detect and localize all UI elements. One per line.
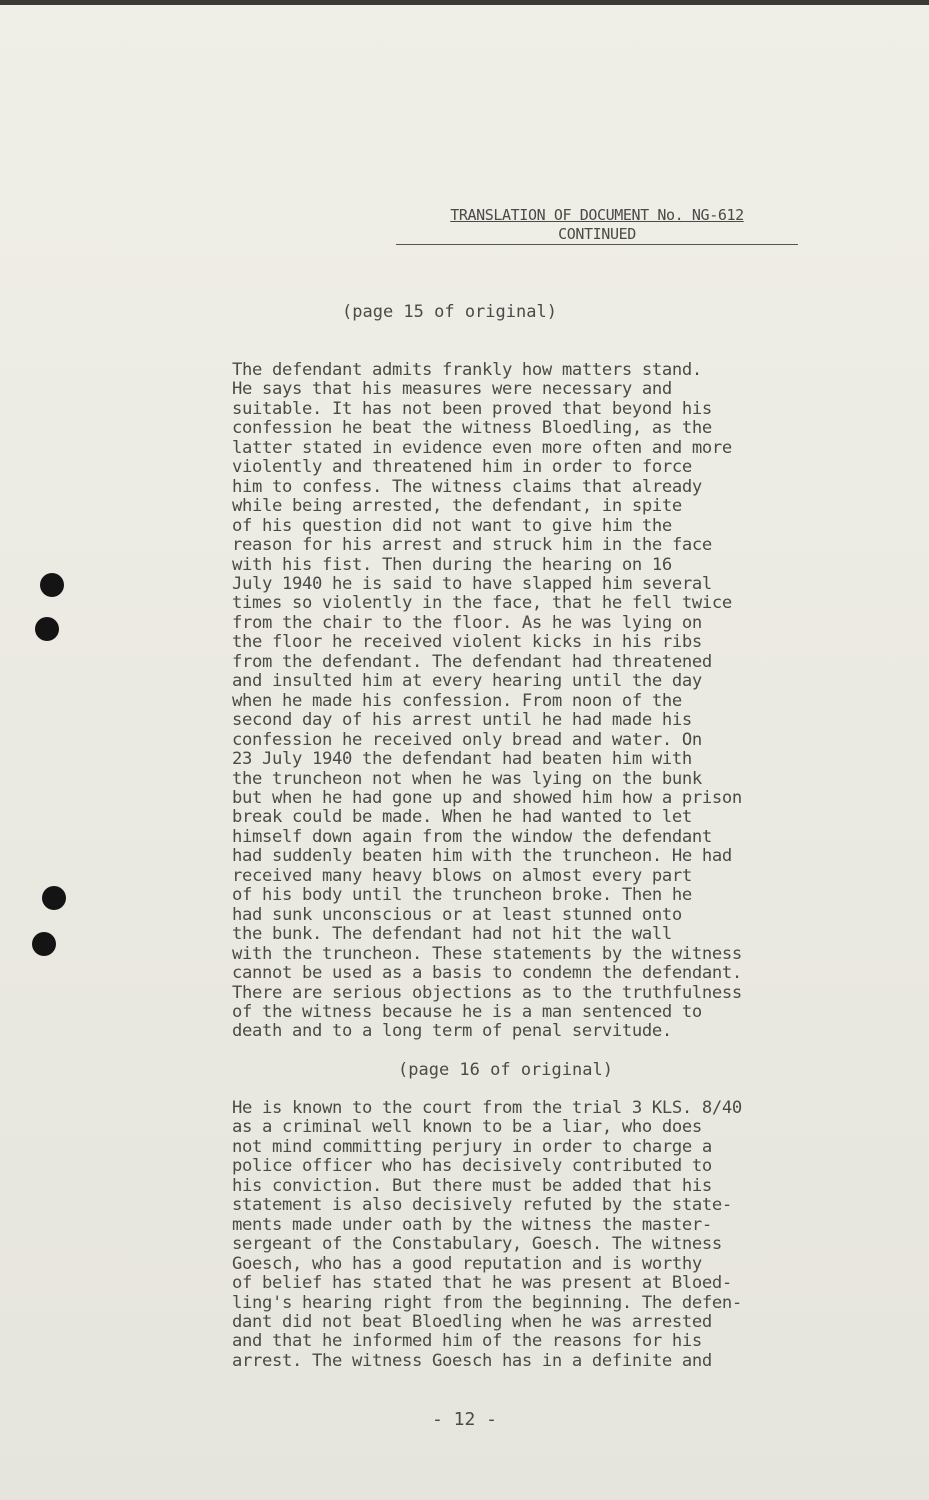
text-line: his conviction. But there must be added that his (232, 1175, 712, 1196)
text-line: and insulted him at every hearing until the day (232, 671, 702, 692)
text-line: ling's hearing right from the beginning. The defen- (232, 1292, 742, 1313)
original-page-marker-16: (page 16 of original) (398, 1060, 613, 1080)
text-line: times so violently in the face, that he fell twice (232, 593, 732, 614)
text-line: of his question did not want to give him the (232, 515, 672, 536)
punch-hole-3 (42, 886, 66, 910)
text-line: the truncheon not when he was lying on the bunk (232, 768, 702, 789)
text-line: police officer who has decisively contributed to (232, 1156, 712, 1177)
punch-hole-4 (32, 932, 56, 956)
text-line: received many heavy blows on almost every part (232, 865, 692, 886)
text-line: had suddenly beaten him with the truncheon. He had (232, 846, 732, 867)
text-line: while being arrested, the defendant, in spite (232, 496, 682, 517)
text-line: dant did not beat Bloedling when he was arrested (232, 1311, 712, 1332)
punch-hole-2 (35, 617, 59, 641)
header-continued: CONTINUED (558, 225, 636, 243)
text-line: confession he received only bread and water. On (232, 729, 702, 750)
text-line: him to confess. The witness claims that already (232, 476, 702, 497)
text-line: from the chair to the floor. As he was lying on (232, 612, 702, 633)
header-underline (396, 244, 798, 245)
body-paragraph-1 (232, 361, 742, 1042)
text-line: arrest. The witness Goesch has in a definite and (232, 1350, 712, 1371)
text-line: statement is also decisively refuted by the state- (232, 1195, 732, 1216)
text-line: of belief has stated that he was present at Bloed- (232, 1273, 732, 1294)
text-line: when he made his confession. From noon of the (232, 690, 682, 711)
text-line: with the truncheon. These statements by the witness (232, 943, 742, 964)
text-line: as a criminal well known to be a liar, who does (232, 1117, 702, 1138)
text-line: and that he informed him of the reasons for his (232, 1331, 702, 1352)
text-line: but when he had gone up and showed him how a prison (232, 787, 742, 808)
body-paragraph-2 (232, 1099, 742, 1371)
text-line: confession he beat the witness Bloedling, as the (232, 418, 712, 439)
text-line: second day of his arrest until he had made his (232, 710, 692, 731)
text-line: death and to a long term of penal servitude. (232, 1021, 672, 1042)
text-line: cannot be used as a basis to condemn the defendant. (232, 963, 742, 984)
text-line: from the defendant. The defendant had threatened (232, 651, 712, 672)
text-line: not mind committing perjury in order to charge a (232, 1136, 712, 1157)
text-line: with his fist. Then during the hearing on 16 (232, 554, 672, 575)
text-line: He says that his measures were necessary and (232, 379, 672, 400)
document-header (396, 206, 798, 244)
text-line: The defendant admits frankly how matters stand. (232, 360, 702, 380)
original-page-marker-15: (page 15 of original) (342, 302, 557, 322)
page-top-edge (0, 0, 929, 5)
text-line: of his body until the truncheon broke. Then he (232, 885, 692, 906)
page-number: - 12 - (431, 1409, 498, 1430)
punch-hole-1 (40, 573, 64, 597)
text-line: suitable. It has not been proved that beyond his (232, 398, 712, 419)
text-line: violently and threatened him in order to force (232, 457, 692, 478)
text-line: had sunk unconscious or at least stunned onto (232, 904, 682, 925)
text-line: He is known to the court from the trial 3 KLS. 8/40 (232, 1098, 742, 1118)
text-line: of the witness because he is a man sentenced to (232, 1001, 702, 1022)
text-line: sergeant of the Constabulary, Goesch. The witness (232, 1234, 722, 1255)
text-line: latter stated in evidence even more often and more (232, 437, 732, 458)
text-line: ments made under oath by the witness the master- (232, 1214, 712, 1235)
text-line: 23 July 1940 the defendant had beaten him with (232, 749, 692, 770)
text-line: July 1940 he is said to have slapped him several (232, 573, 712, 594)
text-line: the bunk. The defendant had not hit the wall (232, 924, 672, 945)
text-line: break could be made. When he had wanted to let (232, 807, 692, 828)
text-line: reason for his arrest and struck him in the face (232, 535, 712, 556)
text-line: himself down again from the window the defendant (232, 826, 712, 847)
header-title: TRANSLATION OF DOCUMENT No. NG-612 (450, 206, 744, 224)
text-line: There are serious objections as to the truthfulness (232, 982, 742, 1003)
text-line: the floor he received violent kicks in his ribs (232, 632, 702, 653)
text-line: Goesch, who has a good reputation and is worthy (232, 1253, 702, 1274)
